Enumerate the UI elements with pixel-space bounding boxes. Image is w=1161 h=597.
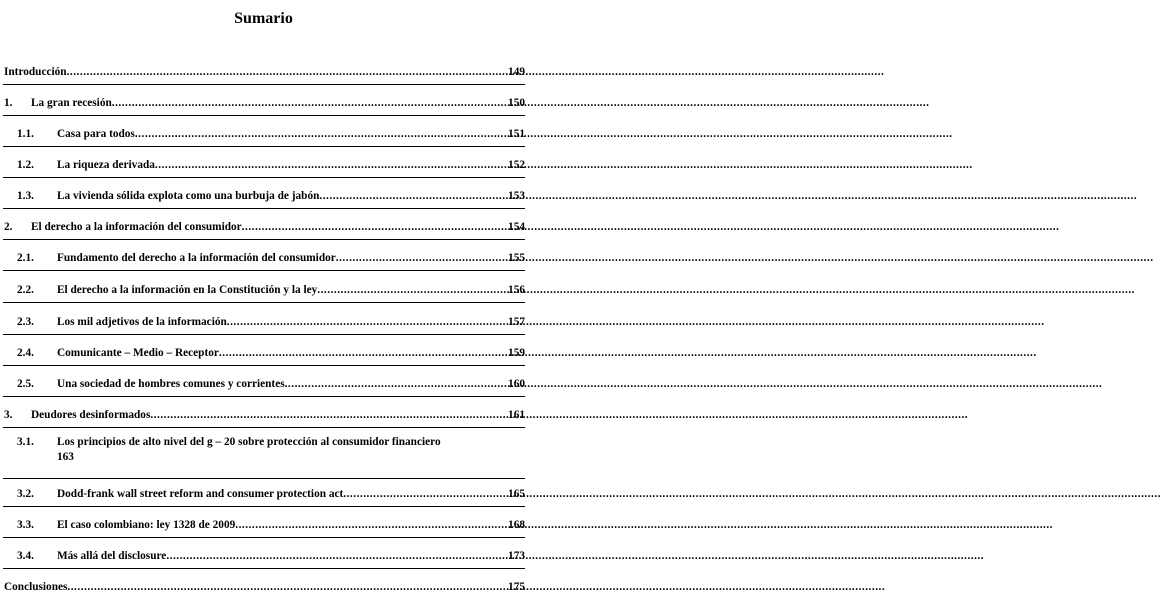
toc-entry-label: Casa para todos (57, 128, 135, 140)
toc-entry-number: 1.3. (17, 190, 34, 202)
divider (3, 568, 525, 569)
page-title: Sumario (234, 10, 293, 27)
toc-entry-label: Deudores desinformados (31, 409, 151, 421)
dot-leader (219, 346, 507, 361)
toc-entry-label: Fundamento del derecho a la información del consumidor (57, 252, 336, 264)
toc-entry-label: El derecho a la información del consumidor (31, 221, 242, 233)
toc-entry-page: 159 (508, 347, 525, 359)
toc-entry-label: La riqueza derivada (57, 159, 155, 171)
toc-entry-page: 168 (508, 519, 525, 531)
divider (3, 334, 525, 335)
toc-entry-number: 1.2. (17, 159, 34, 171)
toc-entry-2[interactable] (0, 219, 527, 235)
dot-leader (343, 487, 507, 502)
toc-entry-label: El caso colombiano: ley 1328 de 2009 (57, 519, 236, 531)
divider (3, 270, 525, 271)
toc-entry-number: 2.5. (17, 378, 34, 390)
dot-leader (155, 158, 507, 173)
divider (3, 302, 525, 303)
toc-entry-number: 3.1. (17, 436, 34, 448)
toc-entry-1-1[interactable] (0, 126, 527, 142)
toc-entry-label: Conclusiones (4, 581, 68, 593)
dot-leader (150, 408, 507, 423)
toc-entry-page: 153 (508, 190, 525, 202)
divider (3, 537, 525, 538)
toc-entry-2-1[interactable] (0, 250, 527, 266)
toc-entry-introduccion[interactable] (0, 64, 527, 80)
toc-entry-1[interactable] (0, 95, 527, 111)
toc-entry-3-1[interactable] (0, 435, 527, 467)
toc-entry-3-4[interactable] (0, 548, 527, 564)
toc-entry-page: 154 (508, 221, 525, 233)
dot-leader (242, 220, 507, 235)
toc-entry-2-5[interactable] (0, 376, 527, 392)
divider (3, 506, 525, 507)
toc-page (0, 0, 527, 597)
toc-entry-page: 152 (508, 159, 525, 171)
divider (3, 84, 525, 85)
toc-entry-number: 2. (4, 221, 13, 233)
dot-leader (227, 315, 507, 330)
toc-entry-label: Más allá del disclosure (57, 550, 167, 562)
toc-entry-page: 150 (508, 97, 525, 109)
toc-entry-label: Los mil adjetivos de la información (57, 316, 227, 328)
toc-entry-number: 1.1. (17, 128, 34, 140)
toc-entry-2-2[interactable] (0, 282, 527, 298)
dot-leader (67, 65, 507, 80)
toc-entry-page: 163 (57, 451, 74, 463)
toc-entry-number: 2.1. (17, 252, 34, 264)
toc-entry-page: 155 (508, 252, 525, 264)
dot-leader (285, 377, 507, 392)
toc-entry-label: La vivienda sólida explota como una burbuja de jabón (57, 190, 320, 202)
toc-entry-2-4[interactable] (0, 345, 527, 361)
toc-entry-number: 3.2. (17, 488, 34, 500)
toc-entry-number: 2.4. (17, 347, 34, 359)
toc-entry-page: 151 (508, 128, 525, 140)
toc-entry-label: Los principios de alto nivel del g – 20 sobre protección al consumidor financiero (57, 436, 441, 448)
toc-entry-3-2[interactable] (0, 486, 527, 502)
toc-entry-3[interactable] (0, 407, 527, 423)
toc-entry-number: 2.2. (17, 284, 34, 296)
toc-entry-label: La gran recesión (31, 97, 112, 109)
toc-entry-number: 3.3. (17, 519, 34, 531)
toc-entry-page: 161 (508, 409, 525, 421)
toc-entry-number: 3. (4, 409, 13, 421)
divider (3, 396, 525, 397)
toc-entry-1-3[interactable] (0, 188, 527, 204)
toc-entry-page: 149 (508, 66, 525, 78)
dot-leader (336, 251, 507, 266)
toc-entry-3-3[interactable] (0, 517, 527, 533)
toc-entry-label: Comunicante – Medio – Receptor (57, 347, 219, 359)
divider (3, 115, 525, 116)
divider (3, 208, 525, 209)
dot-leader (235, 518, 507, 533)
dot-leader (317, 283, 507, 298)
toc-entry-page: 156 (508, 284, 525, 296)
toc-entry-number: 3.4. (17, 550, 34, 562)
toc-entry-number: 2.3. (17, 316, 34, 328)
toc-entry-1-2[interactable] (0, 157, 527, 173)
toc-entry-label: El derecho a la información en la Constitución y la ley (57, 284, 318, 296)
dot-leader (319, 189, 507, 204)
divider (3, 177, 525, 178)
dot-leader (135, 127, 507, 142)
toc-entry-page: 173 (508, 550, 525, 562)
toc-entry-label: Una sociedad de hombres comunes y corrientes (57, 378, 285, 390)
toc-entry-page: 175 (508, 581, 525, 593)
toc-entry-page: 157 (508, 316, 525, 328)
divider (3, 239, 525, 240)
toc-entry-page: 165 (508, 488, 525, 500)
divider (3, 365, 525, 366)
toc-entry-label: Introducción (4, 66, 67, 78)
divider (3, 146, 525, 147)
toc-entry-conclusiones[interactable] (0, 579, 527, 595)
divider (3, 478, 525, 479)
toc-entry-2-3[interactable] (0, 314, 527, 330)
dot-leader (67, 580, 507, 595)
dot-leader (112, 96, 507, 111)
toc-entry-page: 160 (508, 378, 525, 390)
dot-leader (166, 549, 507, 564)
toc-entry-label: Dodd-frank wall street reform and consumer protection act (57, 488, 344, 500)
toc-entry-number: 1. (4, 97, 13, 109)
divider (3, 427, 525, 428)
